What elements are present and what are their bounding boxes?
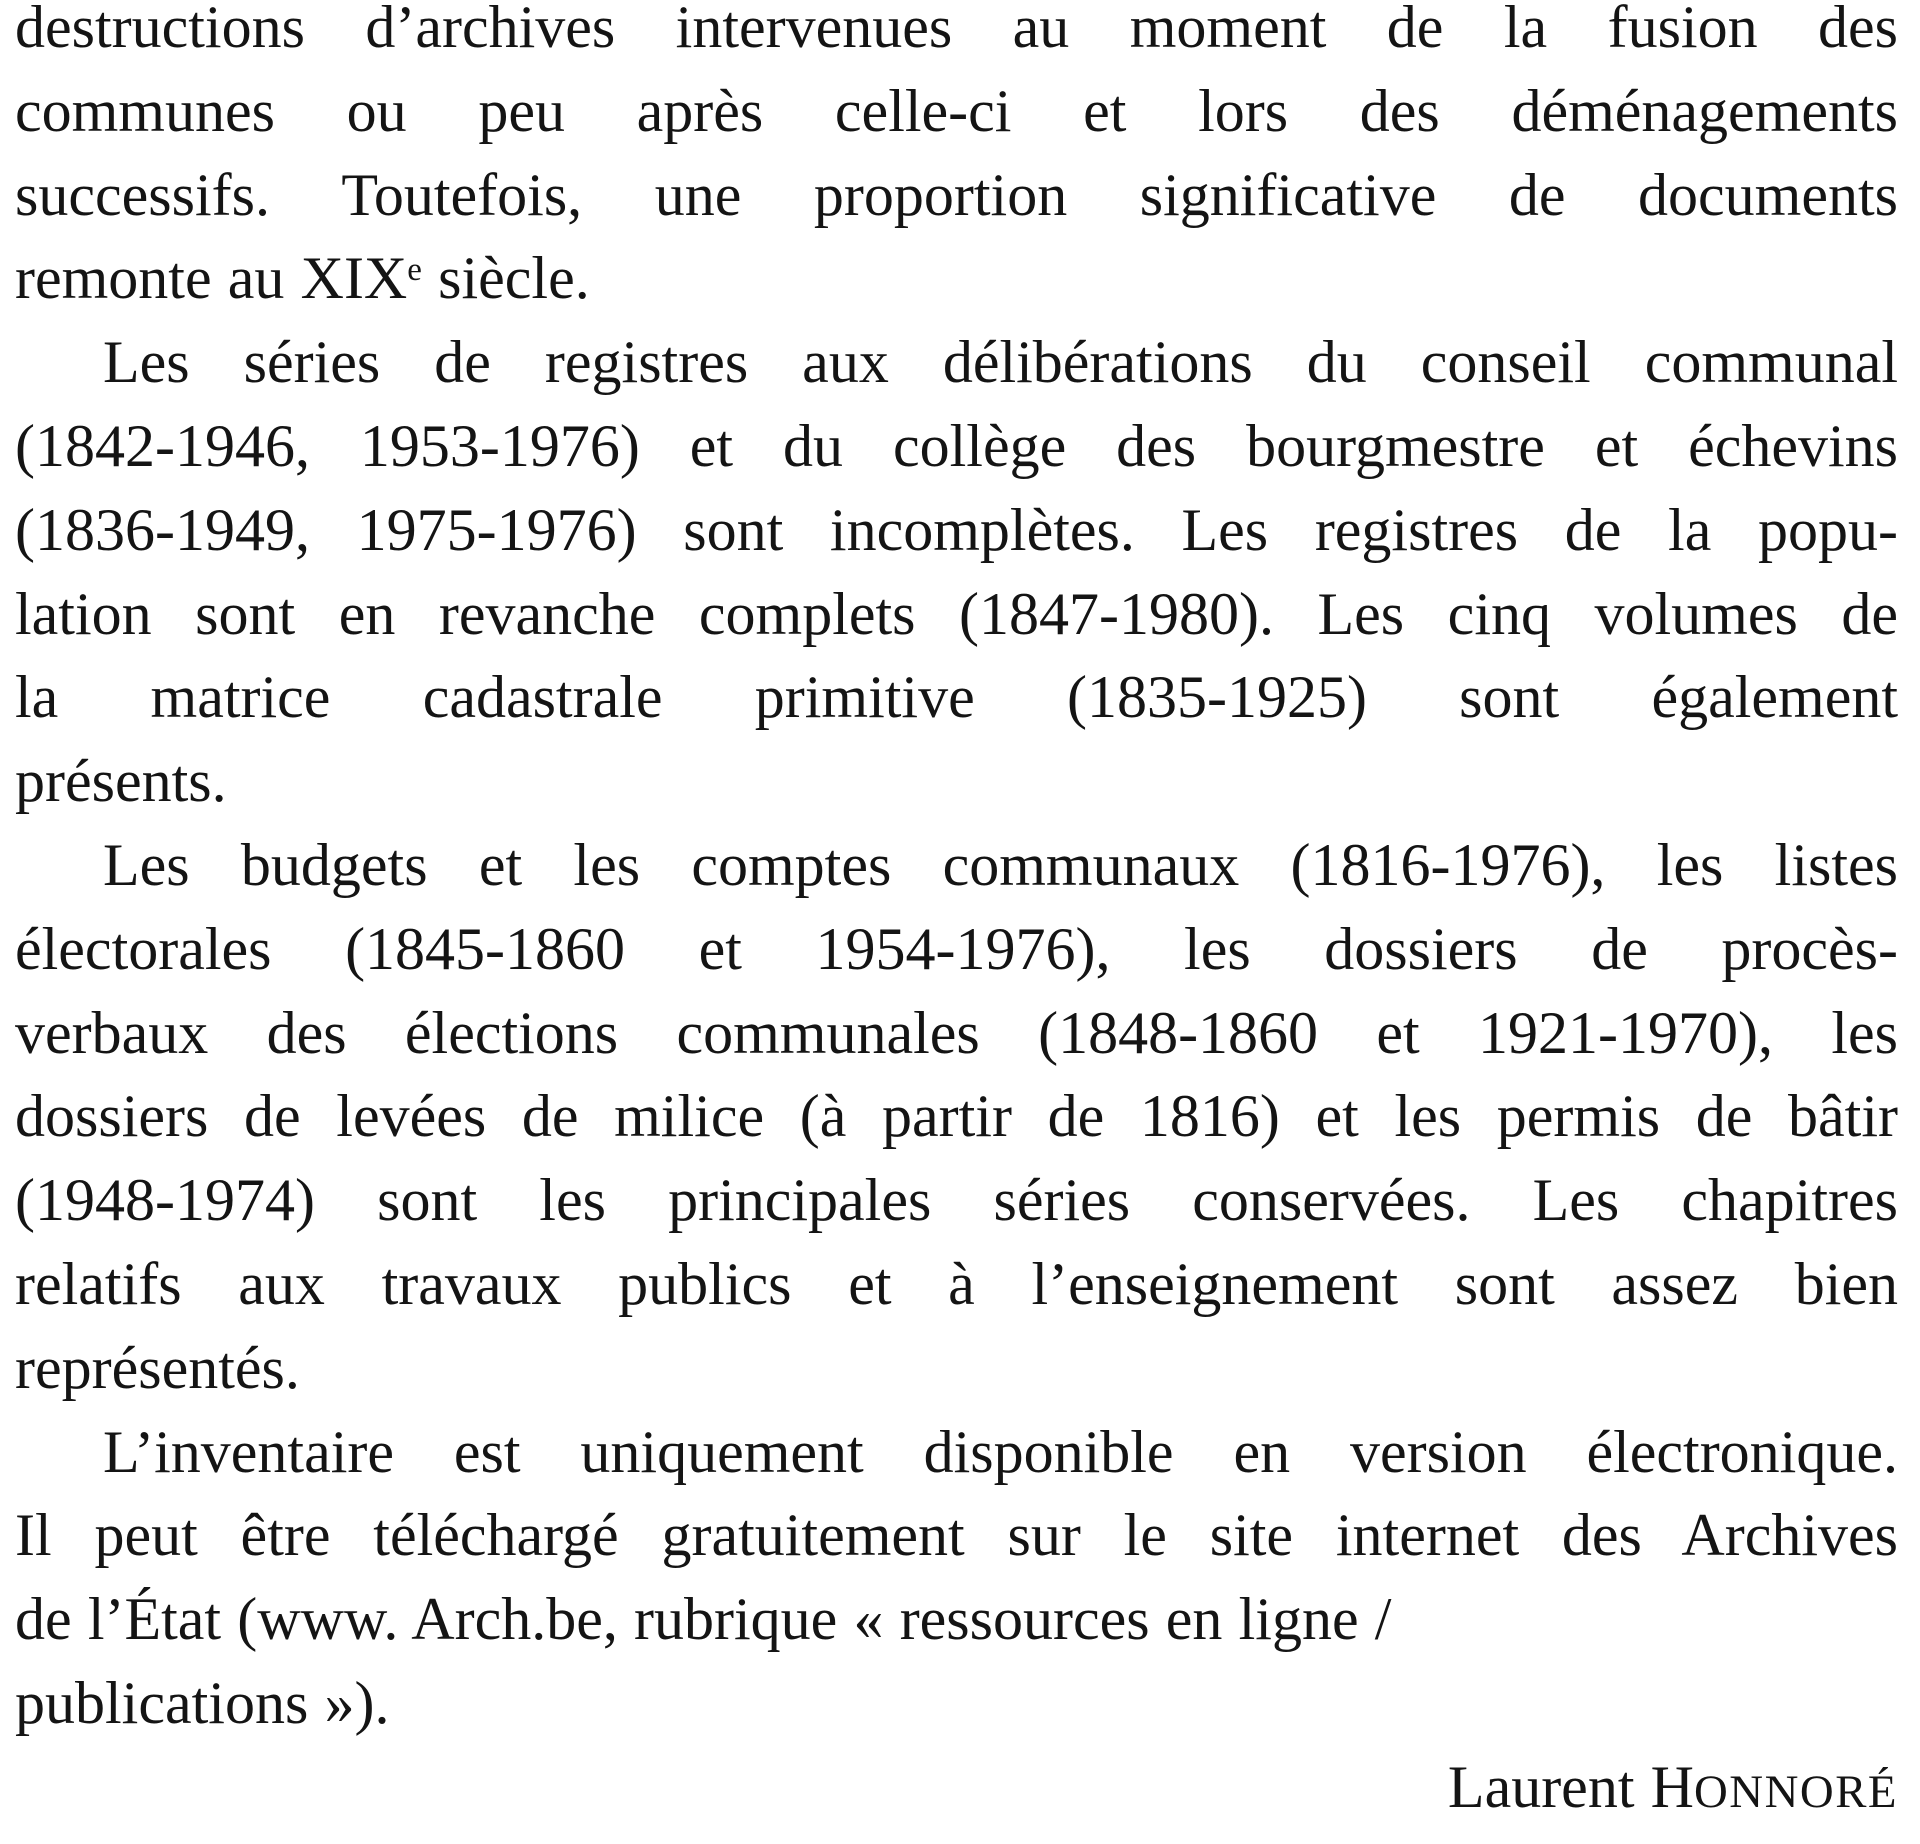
text-line: lation sont en revanche complets (1847-1980). Les cinq volumes de — [15, 580, 1898, 647]
text-line: (1842-1946, 1953-1976) et du collège des bourgmestre et échevins — [15, 412, 1898, 479]
text-line-century — [15, 237, 1898, 321]
text-line: relatifs aux travaux publics et à l’enseignement sont assez bien — [15, 1250, 1898, 1317]
page-text-block — [15, 0, 1898, 1830]
paragraph-start-line: Les budgets et les comptes communaux (1816-1976), les listes — [103, 831, 1898, 898]
paragraph-end-line: présents. — [15, 748, 227, 815]
paragraph-start-line: Les séries de registres aux délibérations du conseil communal — [103, 329, 1898, 396]
text-line: (1948-1974) sont les principales séries conservées. Les chapitres — [15, 1167, 1898, 1234]
author-last-name-smallcaps: ONNORÉ — [1694, 1765, 1898, 1818]
text-line: verbaux des élections communales (1848-1860 et 1921-1970), les — [15, 999, 1898, 1066]
text-line: dossiers de levées de milice (à partir de 1816) et les permis de bâtir — [15, 1083, 1898, 1150]
paragraph-end-line: représentés. — [15, 1334, 300, 1401]
text-segment: siècle. — [421, 245, 590, 312]
author-signature — [15, 1746, 1898, 1830]
text-line: de l’État (www. Arch.be, rubrique « ressources en ligne / — [15, 1586, 1392, 1653]
text-line: successifs. Toutefois, une proportion significative de documents — [15, 161, 1898, 228]
text-segment: remonte au XIX — [15, 245, 408, 312]
text-line: la matrice cadastrale primitive (1835-1925) sont également — [15, 664, 1898, 731]
text-line: électorales (1845-1860 et 1954-1976), les dossiers de procès- — [15, 915, 1898, 982]
text-line: Il peut être téléchargé gratuitement sur le site internet des Archives — [15, 1502, 1898, 1569]
text-line: destructions d’archives intervenues au moment de la fusion des — [15, 0, 1898, 60]
text-line: (1836-1949, 1975-1976) sont incomplètes. Les registres de la popu- — [15, 496, 1898, 563]
author-first-name: Laurent H — [1447, 1753, 1695, 1820]
paragraph-start-line: L’inventaire est uniquement disponible en version électronique. — [103, 1418, 1898, 1485]
superscript-e: e — [407, 252, 422, 289]
paragraph-end-line: publications »). — [15, 1669, 390, 1736]
text-line: communes ou peu après celle-ci et lors des déménagements — [15, 77, 1898, 144]
